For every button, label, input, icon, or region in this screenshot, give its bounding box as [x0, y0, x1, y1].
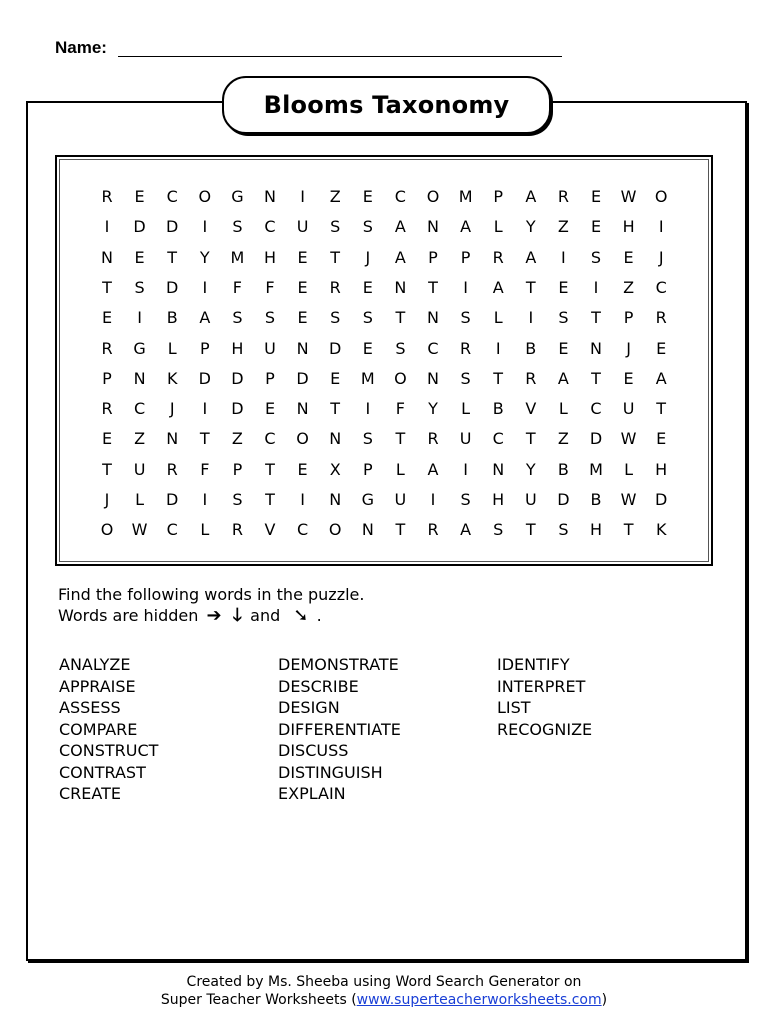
grid-letter: T	[656, 399, 667, 419]
grid-letter: Y	[199, 247, 210, 267]
grid-letter: A	[427, 459, 439, 479]
grid-letter: S	[590, 247, 602, 267]
grid-letter: D	[133, 217, 146, 237]
grid-letter: G	[133, 338, 146, 358]
instructions-and: and	[250, 606, 281, 625]
grid-letter: A	[492, 277, 504, 297]
grid-letter: E	[134, 187, 145, 206]
grid-letter: O	[100, 520, 114, 540]
grid-letter: M	[230, 247, 245, 267]
grid-letter: J	[169, 399, 175, 419]
grid-letter: X	[329, 459, 341, 479]
grid-letter: A	[460, 520, 472, 540]
grid-letter: R	[166, 459, 178, 479]
grid-letter: B	[557, 459, 569, 479]
grid-letter: S	[330, 308, 341, 328]
grid-letter: T	[591, 368, 601, 388]
grid-letter: P	[623, 308, 634, 328]
grid-letter: H	[589, 520, 603, 540]
grid-letter: S	[232, 490, 243, 509]
grid-letter: S	[460, 490, 471, 509]
grid-letter: T	[265, 459, 275, 479]
grid-letter: I	[202, 399, 208, 419]
grid-letter: E	[590, 187, 602, 206]
grid-letter: O	[328, 520, 342, 540]
word-item: COMPARE	[59, 719, 138, 739]
grid-letter: H	[263, 247, 277, 267]
grid-letter: R	[557, 187, 569, 206]
word-item: IDENTIFY	[497, 655, 570, 674]
grid-letter: R	[655, 308, 667, 328]
grid-letter: I	[202, 490, 208, 509]
grid-letter: Z	[231, 429, 243, 449]
word-list-column-3	[497, 654, 592, 740]
grid-letter: C	[134, 399, 146, 419]
grid-letter: N	[427, 368, 439, 388]
grid-letter: E	[134, 247, 145, 267]
grid-letter: S	[362, 217, 373, 237]
grid-letter: R	[492, 247, 504, 267]
word-item: DESCRIBE	[278, 676, 359, 696]
grid-letter: U	[459, 429, 472, 449]
grid-letter: S	[330, 217, 341, 237]
grid-letter: Y	[525, 217, 536, 237]
grid-letter: O	[394, 368, 407, 388]
grid-letter: E	[297, 308, 308, 328]
grid-letter: B	[492, 399, 504, 419]
grid-letter: U	[524, 490, 537, 509]
grid-letter: T	[525, 277, 536, 297]
grid-letter: B	[166, 308, 178, 328]
grid-letter: E	[330, 368, 341, 388]
grid-letter: D	[329, 338, 342, 358]
grid-letter: O	[654, 187, 668, 206]
grid-letter: N	[133, 368, 146, 388]
grid-letter: P	[199, 338, 210, 358]
grid-letter: D	[166, 490, 179, 509]
grid-letter: C	[427, 338, 439, 358]
grid-letter: C	[297, 520, 309, 540]
grid-letter: J	[365, 247, 371, 267]
grid-letter: U	[133, 459, 146, 479]
word-item: INTERPRET	[497, 676, 586, 696]
grid-letter: E	[623, 368, 634, 388]
grid-letter: S	[460, 368, 471, 388]
grid-letter: N	[590, 338, 602, 358]
word-item: DEMONSTRATE	[278, 655, 399, 674]
name-label: Name:	[55, 38, 107, 57]
grid-letter: D	[198, 368, 211, 388]
grid-letter: C	[394, 187, 406, 206]
grid-letter: B	[525, 338, 537, 358]
grid-letter: F	[232, 277, 242, 297]
grid-letter: A	[394, 247, 406, 267]
grid-letter: R	[460, 338, 472, 358]
grid-letter: T	[623, 520, 634, 540]
title-box	[222, 76, 551, 134]
grid-letter: M	[360, 368, 375, 388]
grid-letter: E	[101, 308, 113, 328]
word-list-column-1	[59, 654, 158, 805]
grid-letter: D	[166, 277, 179, 297]
word-item: DESIGN	[278, 698, 340, 717]
grid-letter: V	[525, 399, 537, 419]
grid-letter: N	[101, 247, 113, 267]
grid-letter: J	[658, 247, 664, 267]
grid-letter: E	[362, 277, 373, 297]
grid-letter: E	[656, 338, 667, 358]
grid-letter: N	[361, 520, 374, 540]
grid-letter: H	[492, 490, 505, 509]
grid-letter: A	[394, 217, 406, 237]
grid-letter: J	[104, 490, 110, 509]
grid-letter: W	[131, 520, 148, 540]
grid-letter: R	[329, 277, 341, 297]
grid-letter: I	[202, 217, 208, 237]
grid-letter: I	[300, 187, 305, 206]
word-list-column-2	[278, 654, 401, 805]
grid-letter: E	[623, 247, 634, 267]
grid-letter: L	[135, 490, 145, 509]
grid-letter: T	[102, 277, 112, 297]
grid-letter: F	[200, 459, 210, 479]
grid-letter: H	[231, 338, 244, 358]
footer-line1: Created by Ms. Sheeba using Word Search Generator on	[186, 974, 582, 990]
grid-letter: U	[622, 399, 635, 419]
grid-letter: I	[593, 277, 599, 297]
grid-letter: R	[427, 520, 439, 540]
grid-letter: I	[365, 399, 371, 419]
grid-letter: N	[296, 338, 309, 358]
grid-letter: C	[264, 217, 276, 237]
grid-letter: I	[561, 247, 566, 267]
word-item: LIST	[497, 698, 531, 717]
grid-letter: G	[361, 490, 374, 509]
grid-letter: R	[101, 399, 113, 419]
grid-letter: W	[620, 429, 637, 449]
grid-letter: D	[655, 490, 668, 509]
grid-letter: D	[231, 368, 244, 388]
instructions-period: .	[316, 606, 322, 625]
grid-letter: T	[428, 277, 438, 297]
grid-letter: M	[589, 459, 603, 479]
grid-letter: C	[166, 520, 178, 540]
grid-letter: G	[231, 187, 244, 206]
grid-letter: D	[557, 490, 570, 509]
grid-letter: L	[200, 520, 210, 540]
grid-letter: K	[655, 520, 667, 540]
grid-letter: L	[493, 308, 503, 328]
grid-letter: F	[395, 399, 405, 419]
grid-letter: E	[297, 277, 308, 297]
grid-letter: H	[622, 217, 635, 237]
grid-letter: D	[231, 399, 244, 419]
grid-letter: S	[558, 308, 569, 328]
grid-letter: Z	[329, 187, 341, 206]
grid-letter: P	[265, 368, 275, 388]
grid-letter: T	[330, 247, 341, 267]
grid-letter: O	[296, 429, 309, 449]
word-item: DISCUSS	[278, 741, 349, 760]
grid-letter: S	[558, 520, 569, 540]
grid-letter: S	[232, 308, 243, 328]
grid-letter: T	[395, 308, 406, 328]
grid-letter: F	[265, 277, 275, 297]
grid-letter: E	[656, 429, 667, 449]
grid-letter: W	[620, 187, 637, 206]
grid-letter: I	[202, 277, 208, 297]
word-item: EXPLAIN	[278, 784, 346, 803]
word-item: RECOGNIZE	[497, 719, 593, 739]
grid-letter: O	[198, 187, 212, 206]
grid-letter: M	[458, 187, 473, 206]
grid-letter: Y	[428, 399, 438, 419]
grid-letter: S	[362, 429, 373, 449]
grid-letter: N	[492, 459, 505, 479]
grid-letter: A	[525, 247, 537, 267]
grid-letter: I	[528, 308, 534, 328]
grid-letter: T	[591, 308, 601, 328]
grid-letter: V	[264, 520, 276, 540]
grid-letter: E	[590, 217, 602, 237]
grid-letter: T	[525, 520, 536, 540]
grid-letter: S	[264, 308, 276, 328]
grid-letter: C	[264, 429, 276, 449]
grid-letter: P	[493, 187, 504, 206]
arrow-right-icon: ➔	[206, 605, 222, 626]
grid-letter: R	[525, 368, 537, 388]
instructions-prefix: Words are hidden	[58, 606, 199, 625]
grid-letter: R	[231, 520, 243, 540]
grid-letter: I	[463, 277, 468, 297]
grid-letter: E	[362, 338, 373, 358]
word-item: CONSTRUCT	[59, 741, 159, 760]
grid-letter: N	[394, 277, 407, 297]
grid-letter: S	[362, 308, 373, 328]
grid-letter: N	[329, 429, 342, 449]
grid-letter: P	[232, 459, 243, 479]
grid-letter: Z	[557, 429, 569, 449]
grid-letter: U	[394, 490, 407, 509]
grid-letter: A	[460, 217, 472, 237]
word-search-grid	[55, 155, 713, 566]
grid-letter: I	[658, 217, 664, 237]
grid-letter: I	[300, 490, 305, 509]
grid-letter: E	[362, 187, 373, 206]
grid-letter: O	[426, 187, 440, 206]
grid-letter: L	[395, 459, 405, 479]
grid-letter: L	[493, 217, 503, 237]
grid-letter: L	[461, 399, 471, 419]
grid-letter: Y	[525, 459, 536, 479]
grid-letter: L	[624, 459, 634, 479]
grid-letter: S	[134, 277, 145, 297]
grid-letter: N	[329, 490, 342, 509]
grid-letter: D	[166, 217, 179, 237]
grid-letter: B	[590, 490, 602, 509]
grid-letter: N	[427, 308, 439, 328]
grid-letter: C	[655, 277, 667, 297]
grid-letter: P	[460, 247, 471, 267]
word-item: ANALYZE	[59, 655, 131, 674]
grid-letter: K	[166, 368, 178, 388]
grid-letter: E	[264, 399, 276, 419]
grid-letter: A	[655, 368, 667, 388]
instructions-line1: Find the following words in the puzzle.	[58, 585, 365, 604]
grid-letter: R	[101, 338, 113, 358]
grid-letter: T	[102, 459, 112, 479]
grid-letter: T	[199, 429, 210, 449]
word-item: CREATE	[59, 784, 121, 803]
grid-letter: C	[492, 429, 504, 449]
grid-letter: I	[137, 308, 142, 328]
grid-letter: R	[101, 187, 113, 206]
grid-letter: E	[558, 277, 569, 297]
grid-letter: R	[427, 429, 439, 449]
arrow-diagonal-icon: ➘	[293, 605, 309, 626]
arrow-down-icon: 🡓	[232, 605, 243, 626]
word-item: ASSESS	[59, 698, 121, 717]
grid-letter: I	[463, 459, 468, 479]
grid-letter: U	[296, 217, 309, 237]
footer-line2	[0, 991, 768, 1009]
grid-letter: I	[430, 490, 436, 509]
grid-letter: T	[265, 490, 275, 509]
word-item: APPRAISE	[59, 676, 136, 696]
footer	[0, 973, 768, 1009]
grid-letter: N	[166, 429, 179, 449]
grid-letter: Z	[134, 429, 146, 449]
grid-letter: Z	[623, 277, 635, 297]
footer-prefix: Super Teacher Worksheets (	[160, 992, 357, 1008]
grid-letter: S	[493, 520, 504, 540]
grid-letter: P	[362, 459, 373, 479]
word-item: DISTINGUISH	[278, 762, 383, 782]
grid-letter: J	[626, 338, 631, 358]
grid-letter: D	[589, 429, 603, 449]
grid-letter: T	[167, 247, 178, 267]
grid-letter: U	[264, 338, 276, 358]
grid-letter: T	[330, 399, 341, 419]
grid-letter: L	[558, 399, 568, 419]
grid-letter: C	[166, 187, 178, 206]
footer-suffix: )	[601, 992, 608, 1008]
grid-letter: L	[167, 338, 177, 358]
footer-link[interactable]: www.superteacherworksheets.com	[356, 992, 602, 1008]
grid-letter: E	[297, 459, 308, 479]
grid-letter: C	[590, 399, 602, 419]
grid-letter: P	[428, 247, 438, 267]
grid-letter: E	[297, 247, 308, 267]
word-item: DIFFERENTIATE	[278, 719, 401, 739]
grid-letter: I	[104, 217, 110, 237]
grid-letter: T	[395, 520, 406, 540]
grid-letter: D	[296, 368, 309, 388]
instructions-line2	[58, 605, 364, 626]
instructions	[58, 584, 364, 626]
grid-letter: S	[232, 217, 243, 237]
grid-letter: Z	[557, 217, 569, 237]
word-item: CONTRAST	[59, 762, 146, 782]
grid-letter: N	[427, 217, 439, 237]
grid-letter: H	[655, 459, 668, 479]
grid-letter: E	[101, 429, 113, 449]
grid-letter: A	[525, 187, 537, 206]
grid-letters	[57, 157, 711, 564]
grid-letter: T	[395, 429, 406, 449]
grid-letter: S	[460, 308, 471, 328]
grid-letter: T	[493, 368, 504, 388]
grid-letter: E	[558, 338, 569, 358]
grid-letter: T	[525, 429, 536, 449]
grid-letter: A	[557, 368, 569, 388]
grid-letter: P	[102, 368, 112, 388]
grid-letter: S	[395, 338, 406, 358]
grid-letter: A	[199, 308, 211, 328]
grid-letter: I	[495, 338, 501, 358]
grid-letter: N	[296, 399, 309, 419]
name-line[interactable]	[118, 56, 562, 57]
grid-letter: W	[620, 490, 637, 509]
page-title: Blooms Taxonomy	[263, 91, 510, 119]
grid-letter: N	[264, 187, 276, 206]
